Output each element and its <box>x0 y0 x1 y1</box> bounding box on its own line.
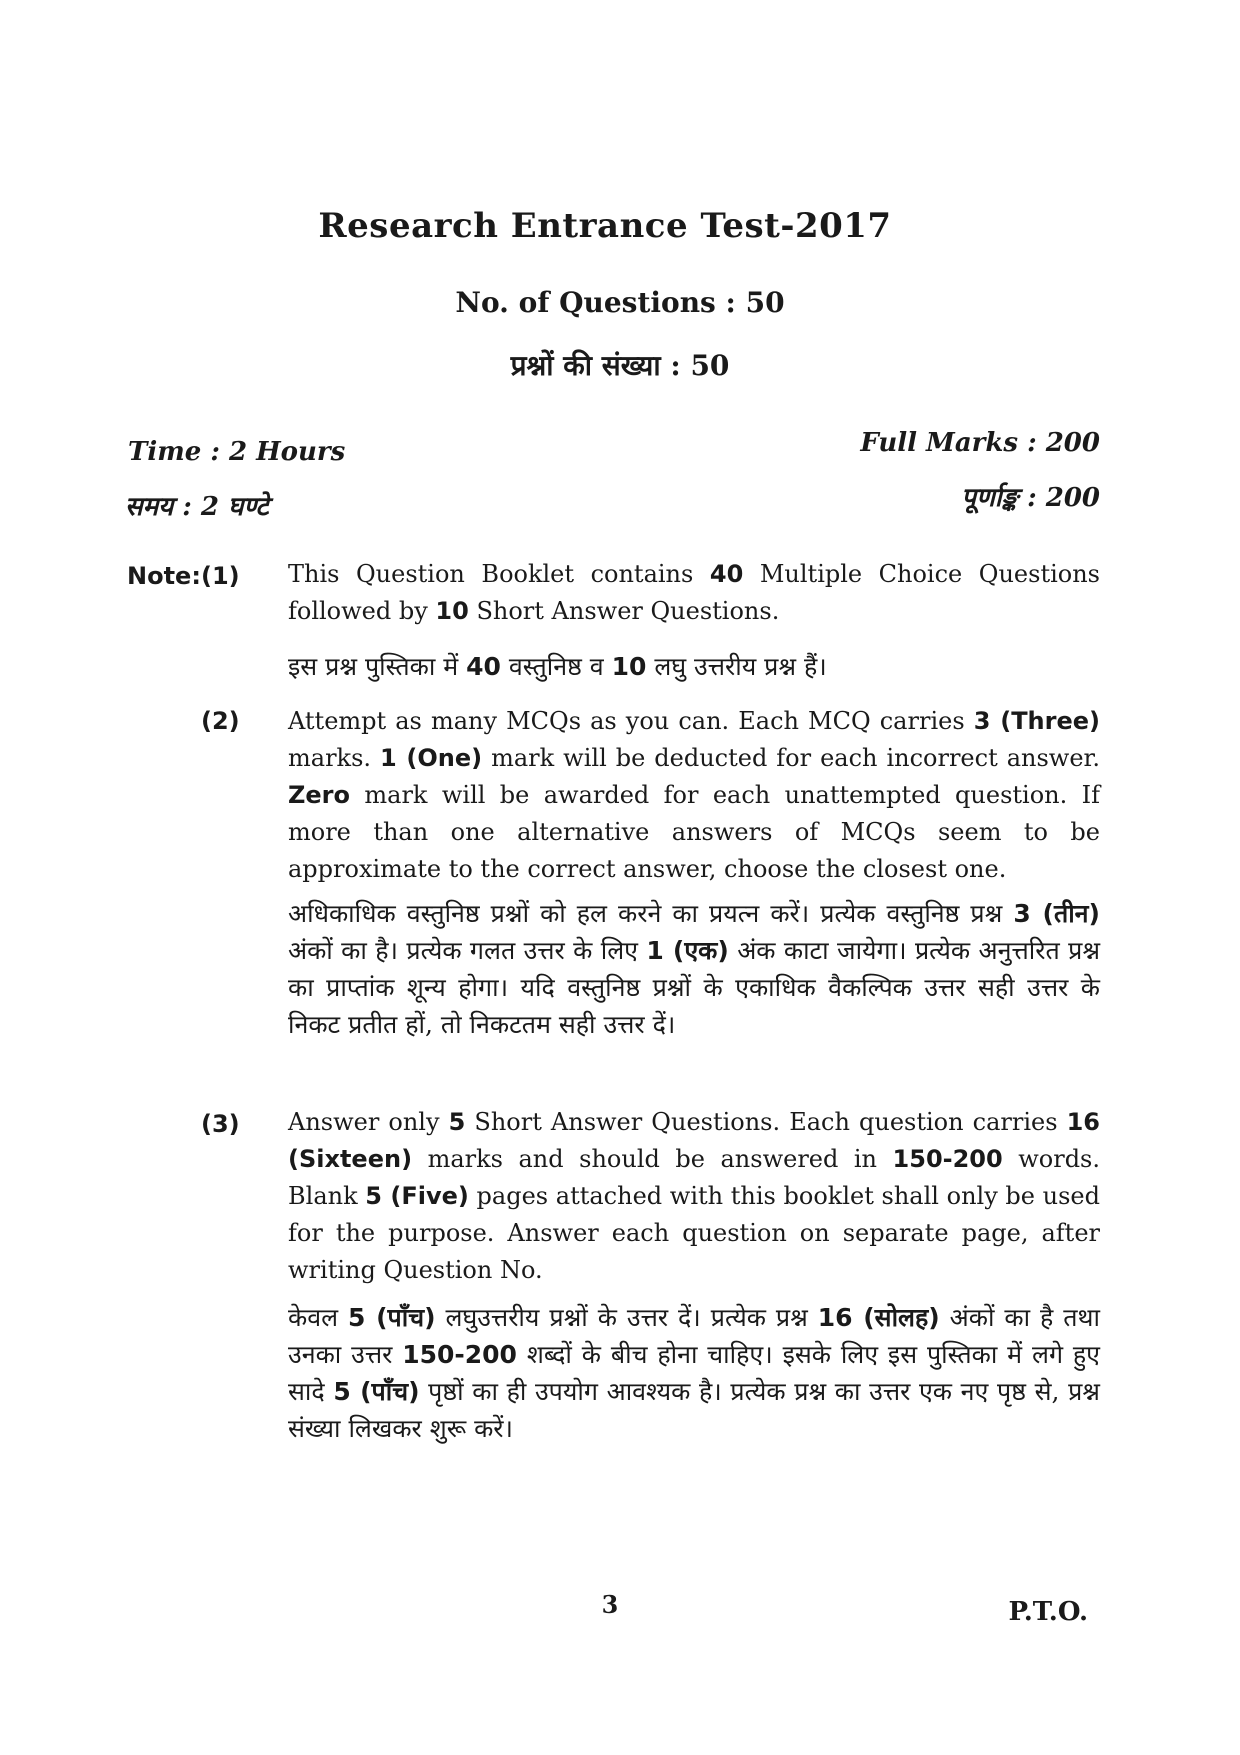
note-3-number: (3) <box>201 1110 240 1138</box>
note-2-hindi: अधिकाधिक वस्तुनिष्ठ प्रश्नों को हल करने का प्रयत्न करें। प्रत्येक वस्तुनिष्ठ प्रश्न 3 (तीन) अंकों का है। प्रत्येक गलत उत्तर के लिए 1 (एक) अंक काटा जायेगा। प्रत्येक अनुत्तरित प्रश्न का प्राप्तांक शून्य होगा। यदि वस्तुनिष्ठ प्रश्नों के एकाधिक वैकल्पिक उत्तर सही उत्तर के निकट प्रतीत हों, तो निकटतम सही उत्तर दें। <box>288 899 1100 1039</box>
note-3-english: Answer only 5 Short Answer Questions. Each question carries 16 (Sixteen) marks and should be answered in 150-200 words. Blank 5 (Five) pages attached with this booklet shall only be used for the purpose. Answer each question on separate page, after writing Question No. <box>288 1108 1101 1284</box>
full-marks-en: Full Marks : 200 <box>860 428 1100 458</box>
full-marks-hi: पूर्णाङ्क : 200 <box>961 483 1100 513</box>
time-hi: समय : 2 घण्टे <box>125 492 269 522</box>
question-count-hi: प्रश्नों की संख्या : 50 <box>510 349 730 382</box>
note-3-hindi: केवल 5 (पाँच) लघुउत्तरीय प्रश्नों के उत्तर दें। प्रत्येक प्रश्न 16 (सोलह) अंकों का है तथा उनका उत्तर 150-200 शब्दों के बीच होना चाहिए। इसके लिए इस पुस्तिका में लगे हुए सादे 5 (पाँच) पृष्ठों का ही उपयोग आवश्यक है। प्रत्येक प्रश्न का उत्तर एक नए पृष्ठ से, प्रश्न संख्या लिखकर शुरू करें। <box>288 1303 1100 1443</box>
note-label: Note: <box>127 562 201 590</box>
note-1-english: This Question Booklet contains 40 Multiple Choice Questions followed by 10 Short Answer Questions. <box>288 560 1100 625</box>
time-en: Time : 2 Hours <box>128 437 346 467</box>
page-title: Research Entrance Test-2017 <box>318 206 892 246</box>
note-1-number: (1) <box>201 562 240 590</box>
note-2-number: (2) <box>201 707 240 735</box>
question-count-en: No. of Questions : 50 <box>455 286 785 319</box>
page-number: 3 <box>601 1590 619 1619</box>
note-2-english: Attempt as many MCQs as you can. Each MCQ carries 3 (Three) marks. 1 (One) mark will be deducted for each incorrect answer. Zero mark will be awarded for each unattempted question. If more than one alternative answers of MCQs seem to be approximate to the correct answer, choose the closest one. <box>288 707 1101 883</box>
please-turn-over: P.T.O. <box>1008 1597 1088 1627</box>
note-1-hindi: इस प्रश्न पुस्तिका में 40 वस्तुनिष्ठ व 10 लघु उत्तरीय प्रश्न हैं। <box>288 652 827 681</box>
